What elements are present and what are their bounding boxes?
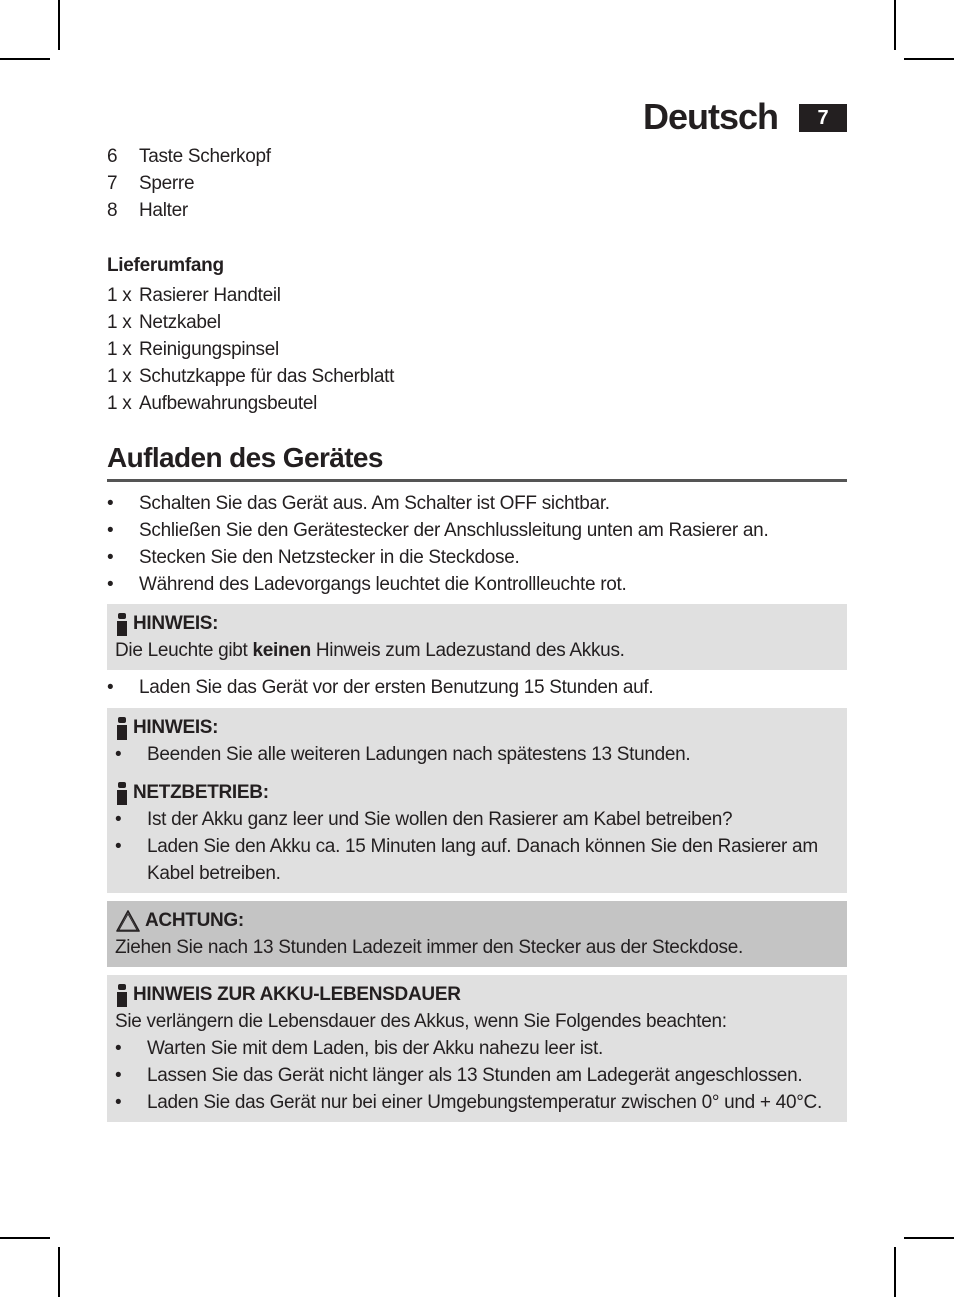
warning-box <box>107 901 847 967</box>
list-item <box>107 197 847 224</box>
list-item <box>115 1035 839 1062</box>
bullet-icon: • <box>115 744 122 765</box>
item-label: Reinigungspinsel <box>139 339 279 360</box>
item-label: Sperre <box>139 173 195 194</box>
warning-icon <box>115 909 141 933</box>
note-title: NETZBETRIEB: <box>133 782 269 803</box>
list-item <box>107 674 847 701</box>
crop-mark <box>904 1237 954 1239</box>
section-title: Aufladen des Gerätes <box>107 444 847 482</box>
item-text: Schalten Sie das Gerät aus. Am Schalter ist OFF sichtbar. <box>139 493 610 514</box>
list-item <box>107 490 847 517</box>
note-text-part: Hinweis zum Ladezustand des Akkus. <box>310 640 625 661</box>
list-item <box>115 806 839 833</box>
item-number: 7 <box>107 173 118 194</box>
list-item <box>107 170 847 197</box>
item-text: Warten Sie mit dem Laden, bis der Akku nahezu leer ist. <box>147 1038 603 1059</box>
list-item <box>107 517 847 544</box>
item-number: 8 <box>107 200 118 221</box>
scope-heading: Lieferumfang <box>107 255 224 276</box>
item-label: Halter <box>139 200 188 221</box>
item-text: Laden Sie das Gerät vor der ersten Benutzung 15 Stunden auf. <box>139 677 654 698</box>
list-item <box>107 390 847 417</box>
list-item <box>115 741 839 768</box>
info-icon <box>115 716 129 740</box>
bullet-icon: • <box>115 1038 122 1059</box>
info-icon <box>115 983 129 1007</box>
info-icon <box>115 612 129 636</box>
note-title: HINWEIS: <box>133 613 219 634</box>
crop-mark <box>894 1247 896 1297</box>
note-heading <box>115 610 839 637</box>
note-box <box>107 604 847 670</box>
note-title: HINWEIS ZUR AKKU-LEBENSDAUER <box>133 984 461 1005</box>
crop-mark <box>0 1237 50 1239</box>
list-item <box>107 363 847 390</box>
note-text-part: Die Leuchte gibt <box>115 640 253 661</box>
item-text: Laden Sie den Akku ca. 15 Minuten lang auf. Danach können Sie den Rasierer am Kabel betreiben. <box>147 836 818 884</box>
bullet-icon: • <box>107 574 114 595</box>
note-text: Sie verlängern die Lebensdauer des Akkus, wenn Sie Folgendes beachten: <box>115 1011 727 1032</box>
charging-steps <box>107 490 847 598</box>
note-list <box>115 806 839 887</box>
page-number: 7 <box>799 104 847 132</box>
warning-text: Ziehen Sie nach 13 Stunden Ladezeit immer den Stecker aus der Steckdose. <box>115 937 743 958</box>
item-number: 6 <box>107 146 118 167</box>
item-qty: 1 x <box>107 312 132 333</box>
bullet-icon: • <box>115 1092 122 1113</box>
list-item <box>107 336 847 363</box>
item-qty: 1 x <box>107 393 132 414</box>
parts-list <box>107 143 847 224</box>
list-item <box>107 544 847 571</box>
crop-mark <box>58 0 60 50</box>
note-heading <box>115 981 839 1008</box>
item-text: Beenden Sie alle weiteren Ladungen nach spätestens 13 Stunden. <box>147 744 691 765</box>
item-text: Laden Sie das Gerät nur bei einer Umgebungstemperatur zwischen 0° und + 40°C. <box>147 1092 822 1113</box>
list-item <box>107 309 847 336</box>
item-qty: 1 x <box>107 285 132 306</box>
bullet-icon: • <box>107 677 114 698</box>
note-text-emphasis: keinen <box>252 640 311 661</box>
scope-list <box>107 282 847 417</box>
list-item <box>115 1062 839 1089</box>
item-text: Schließen Sie den Gerätestecker der Anschlussleitung unten am Rasierer an. <box>139 520 769 541</box>
list-item <box>107 143 847 170</box>
list-item <box>115 1089 839 1116</box>
page-content <box>107 143 847 1122</box>
bullet-icon: • <box>115 1065 122 1086</box>
item-qty: 1 x <box>107 339 132 360</box>
item-label: Aufbewahrungsbeutel <box>139 393 318 414</box>
item-text: Ist der Akku ganz leer und Sie wollen den Rasierer am Kabel betreiben? <box>147 809 733 830</box>
page-language-header: Deutsch <box>642 96 778 137</box>
item-label: Schutzkappe für das Scherblatt <box>139 366 395 387</box>
bullet-icon: • <box>107 520 114 541</box>
item-label: Netzkabel <box>139 312 221 333</box>
note-box <box>107 708 847 893</box>
bullet-icon: • <box>115 809 122 830</box>
note-list <box>115 741 839 768</box>
item-text: Während des Ladevorgangs leuchtet die Kontrollleuchte rot. <box>139 574 627 595</box>
crop-mark <box>894 0 896 50</box>
crop-mark <box>58 1247 60 1297</box>
crop-mark <box>0 58 50 60</box>
battery-note-box <box>107 975 847 1122</box>
list-item <box>107 571 847 598</box>
crop-mark <box>904 58 954 60</box>
item-label: Taste Scherkopf <box>139 146 271 167</box>
bullet-icon: • <box>107 547 114 568</box>
note-title: HINWEIS: <box>133 717 219 738</box>
item-text: Lassen Sie das Gerät nicht länger als 13 Stunden am Ladegerät angeschlossen. <box>147 1065 803 1086</box>
list-item <box>107 282 847 309</box>
item-text: Stecken Sie den Netzstecker in die Steckdose. <box>139 547 520 568</box>
bullet-icon: • <box>115 836 122 857</box>
note-heading <box>115 714 839 741</box>
item-label: Rasierer Handteil <box>139 285 281 306</box>
item-qty: 1 x <box>107 366 132 387</box>
info-icon <box>115 781 129 805</box>
warning-title: ACHTUNG: <box>145 910 244 931</box>
charging-steps-2 <box>107 674 847 701</box>
bullet-icon: • <box>107 493 114 514</box>
list-item <box>115 833 839 887</box>
note-heading <box>115 779 839 806</box>
warning-heading <box>115 907 839 934</box>
note-text <box>115 637 839 664</box>
note-list <box>115 1035 839 1116</box>
